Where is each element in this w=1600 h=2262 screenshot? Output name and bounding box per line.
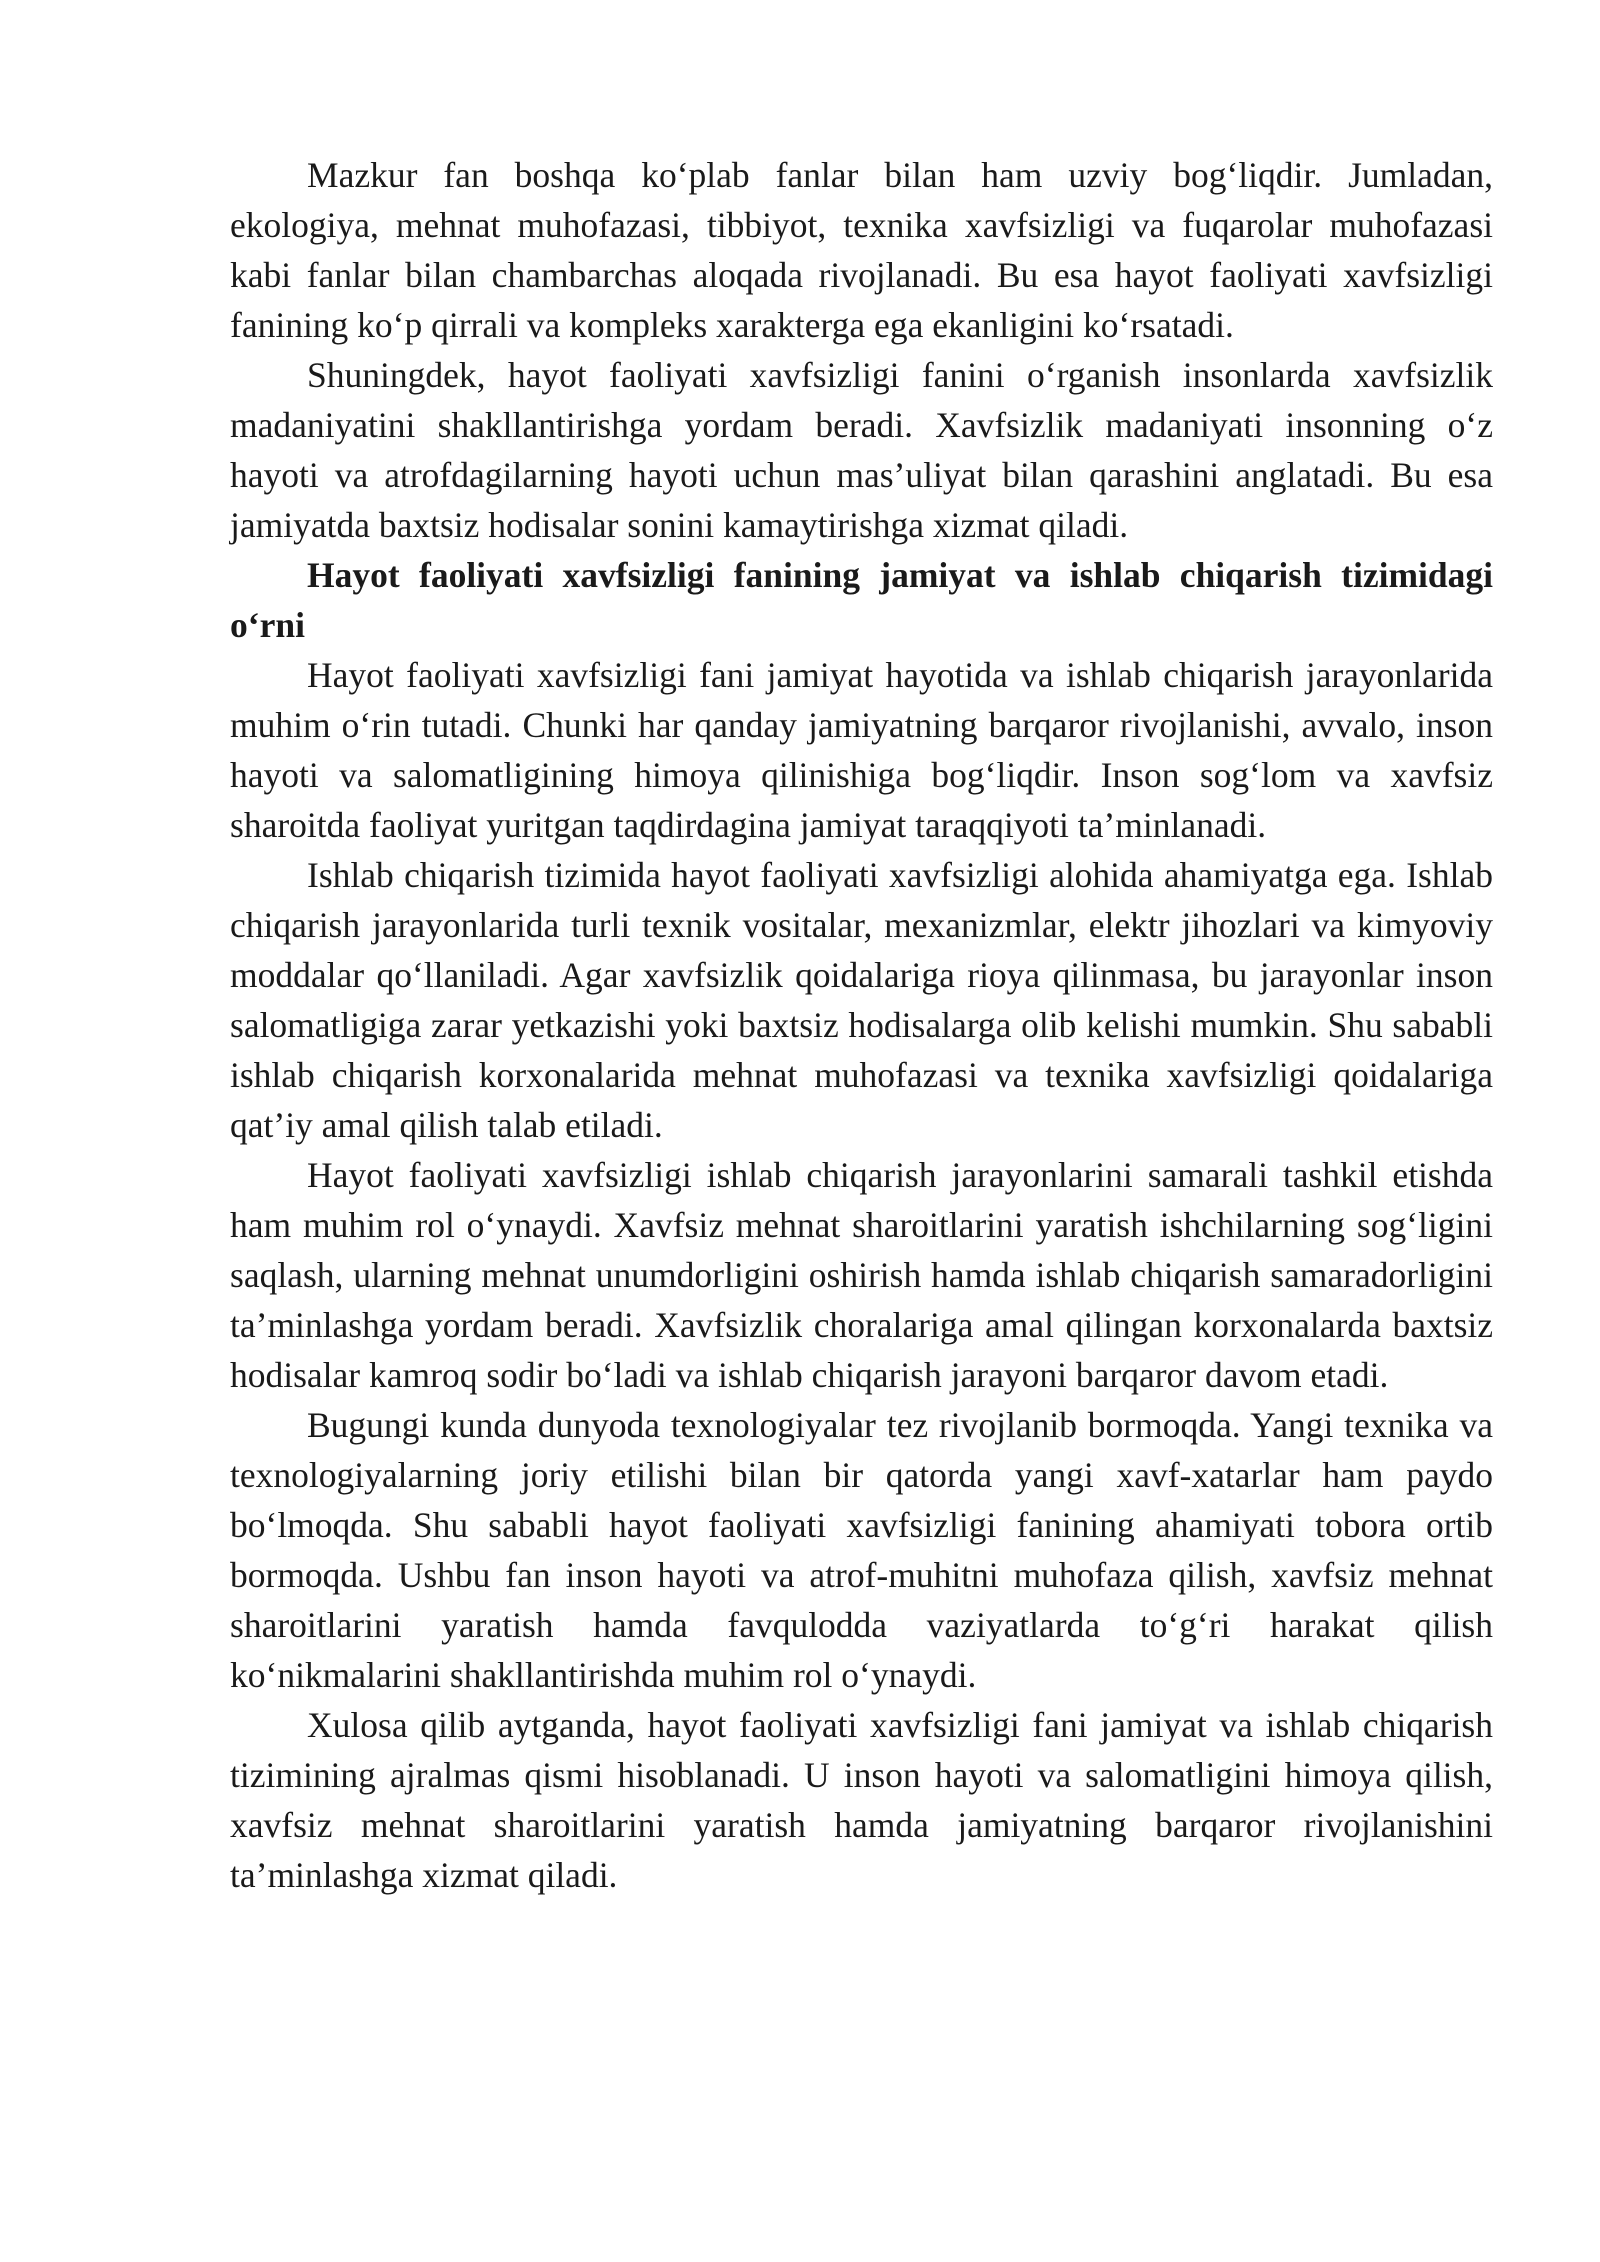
paragraph-efficiency: Hayot faoliyati xavfsizligi ishlab chiqarish jarayonlarini samarali tashkil etishda ham muhim rol o‘ynaydi. Xavfsiz mehnat sharoitlarini yaratish ishchilarning sog‘ligini saqlash, ularning mehnat unumdorligini oshirish hamda ishlab chiqarish samaradorligini ta’minlashga yordam beradi. Xavfsizlik choralariga amal qilingan korxonalarda baxtsiz hodisalar kamroq sodir bo‘ladi va ishlab chiqarish jarayoni barqaror davom etadi. [230,1155,1493,1395]
document-page [230,150,1493,1900]
paragraph-conclusion: Xulosa qilib aytganda, hayot faoliyati xavfsizligi fani jamiyat va ishlab chiqarish tizimining ajralmas qismi hisoblanadi. U inson hayoti va salomatligini himoya qilish, xavfsiz mehnat sharoitlarini yaratish hamda jamiyatning barqaror rivojlanishini ta’minlashga xizmat qiladi. [230,1705,1493,1895]
paragraph-safety-culture: Shuningdek, hayot faoliyati xavfsizligi fanini o‘rganish insonlarda xavfsizlik madaniyatini shakllantirishga yordam beradi. Xavfsizlik madaniyati insonning o‘z hayoti va atrofdagilarning hayoti uchun mas’uliyat bilan qarashini anglatadi. Bu esa jamiyatda baxtsiz hodisalar sonini kamaytirishga xizmat qiladi. [230,355,1493,545]
paragraph-technology-risks: Bugungi kunda dunyoda texnologiyalar tez rivojlanib bormoqda. Yangi texnika va texnologiyalarning joriy etilishi bilan bir qatorda yangi xavf-xatarlar ham paydo bo‘lmoqda. Shu sababli hayot faoliyati xavfsizligi fanining ahamiyati tobora ortib bormoqda. Ushbu fan inson hayoti va atrof-muhitni muhofaza qilish, xavfsiz mehnat sharoitlarini yaratish hamda favqulodda vaziyatlarda to‘g‘ri harakat qilish ko‘nikmalarini shakllantirishda muhim rol o‘ynaydi. [230,1405,1493,1695]
section-heading: Hayot faoliyati xavfsizligi fanining jamiyat va ishlab chiqarish tizimidagi o‘rni [230,555,1493,645]
paragraph-role-in-society: Hayot faoliyati xavfsizligi fani jamiyat hayotida va ishlab chiqarish jarayonlarida muhim o‘rin tutadi. Chunki har qanday jamiyatning barqaror rivojlanishi, avvalo, inson hayoti va salomatligining himoya qilinishiga bog‘liqdir. Inson sog‘lom va xavfsiz sharoitda faoliyat yuritgan taqdirdagina jamiyat taraqqiyoti ta’minlanadi. [230,655,1493,845]
paragraph-related-sciences: Mazkur fan boshqa ko‘plab fanlar bilan ham uzviy bog‘liqdir. Jumladan, ekologiya, mehnat muhofazasi, tibbiyot, texnika xavfsizligi va fuqarolar muhofazasi kabi fanlar bilan chambarchas aloqada rivojlanadi. Bu esa hayot faoliyati xavfsizligi fanining ko‘p qirrali va kompleks xarakterga ega ekanligini ko‘rsatadi. [230,155,1493,345]
paragraph-production-system: Ishlab chiqarish tizimida hayot faoliyati xavfsizligi alohida ahamiyatga ega. Ishlab chiqarish jarayonlarida turli texnik vositalar, mexanizmlar, elektr jihozlari va kimyoviy moddalar qo‘llaniladi. Agar xavfsizlik qoidalariga rioya qilinmasa, bu jarayonlar inson salomatligiga zarar yetkazishi yoki baxtsiz hodisalarga olib kelishi mumkin. Shu sababli ishlab chiqarish korxonalarida mehnat muhofazasi va texnika xavfsizligi qoidalariga qat’iy amal qilish talab etiladi. [230,855,1493,1145]
